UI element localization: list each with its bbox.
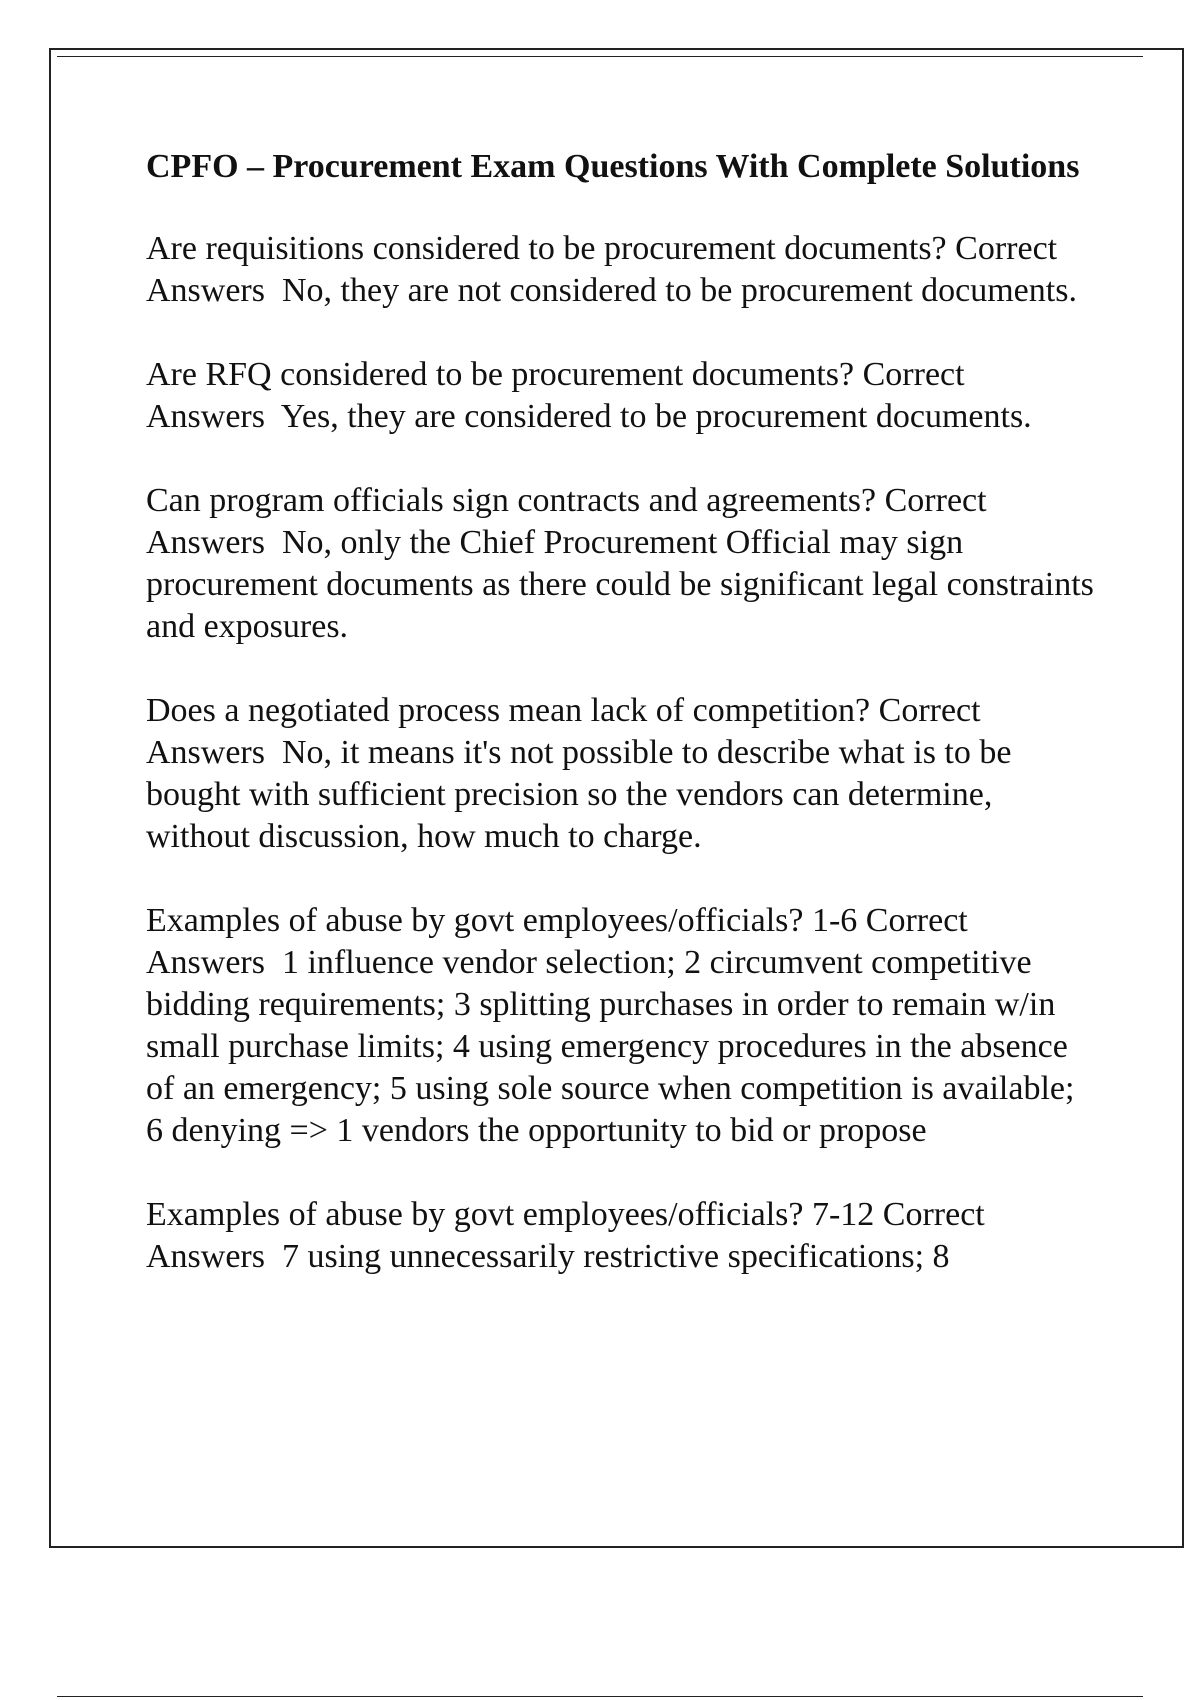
- qa-item: [146, 690, 1096, 858]
- document-title: CPFO – Procurement Exam Questions With Complete Solutions: [146, 148, 1080, 185]
- qa-item: [146, 1194, 1096, 1278]
- question-text: Examples of abuse by govt employees/officials? 7-12: [146, 1196, 875, 1233]
- answer-label: Correct Answers: [146, 902, 975, 981]
- bottom-rule: [57, 1696, 1143, 1697]
- answer-text: 1 influence vendor selection; 2 circumvent competitive bidding requirements; 3 splitting purchases in order to remain w/in small purchase limits; 4 using emergency procedures in the absence of an emergency; 5 using sole source when competition is available; 6 denying => 1 vendors the opportunity to bid or propose: [146, 944, 1083, 1149]
- answer-text: No, it means it's not possible to describe what is to be bought with sufficient precision so the vendors can determine, without discussion, how much to charge.: [146, 734, 1020, 855]
- answer-label: Correct Answers: [146, 692, 988, 771]
- question-text: Are RFQ considered to be procurement documents?: [146, 356, 855, 393]
- answer-text: Yes, they are considered to be procurement documents.: [280, 398, 1032, 435]
- answer-label: Correct Answers: [146, 230, 1064, 309]
- answer-label: Correct Answers: [146, 356, 972, 435]
- answer-label: Correct Answers: [146, 1196, 992, 1275]
- answer-text: 7 using unnecessarily restrictive specifications; 8: [281, 1238, 950, 1275]
- question-text: Can program officials sign contracts and agreements?: [146, 482, 877, 519]
- qa-item: [146, 900, 1096, 1152]
- document-body: [146, 146, 1103, 1320]
- top-rule: [57, 56, 1143, 57]
- qa-item: [146, 228, 1096, 312]
- question-text: Examples of abuse by govt employees/officials? 1-6: [146, 902, 858, 939]
- question-text: Does a negotiated process mean lack of competition?: [146, 692, 871, 729]
- qa-item: [146, 480, 1103, 648]
- answer-label: Correct Answers: [146, 482, 994, 561]
- qa-item: [146, 354, 1096, 438]
- question-text: Are requisitions considered to be procurement documents?: [146, 230, 947, 267]
- answer-text: No, they are not considered to be procurement documents.: [281, 272, 1077, 309]
- answer-text: No, only the Chief Procurement Official may sign procurement documents as there could be significant legal constraints and exposures.: [146, 524, 1103, 645]
